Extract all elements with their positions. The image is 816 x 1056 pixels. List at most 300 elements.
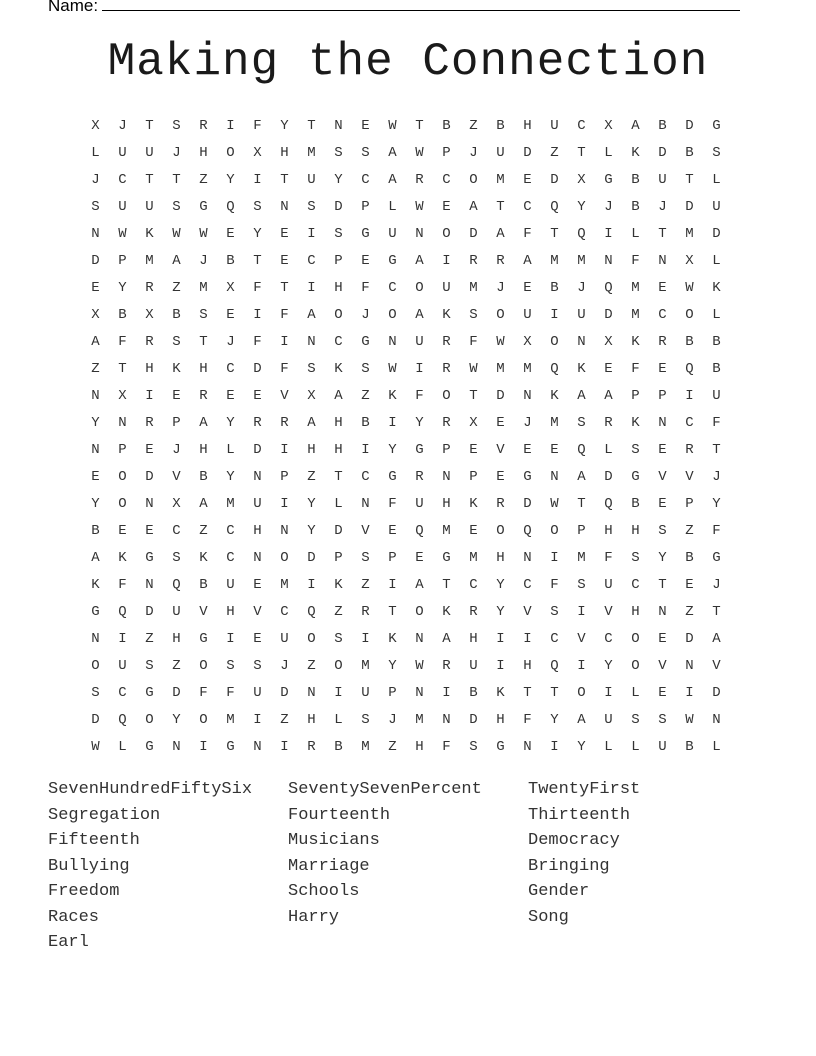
grid-letter: C xyxy=(604,631,613,647)
grid-letter: O xyxy=(496,523,505,539)
grid-letter: M xyxy=(226,496,235,512)
grid-letter: I xyxy=(253,172,262,188)
grid-letter: C xyxy=(226,523,235,539)
grid-letter: D xyxy=(604,469,613,485)
grid-letter: E xyxy=(280,253,289,269)
grid-letter: T xyxy=(199,334,208,350)
grid-letter: I xyxy=(280,739,289,755)
word-list xyxy=(48,780,768,959)
grid-letter: M xyxy=(415,712,424,728)
grid-letter: S xyxy=(253,658,262,674)
grid-letter: D xyxy=(685,199,694,215)
grid-letter: I xyxy=(334,685,343,701)
grid-letter: K xyxy=(145,226,154,242)
grid-letter: K xyxy=(577,361,586,377)
grid-letter: X xyxy=(523,334,532,350)
grid-letter: R xyxy=(496,496,505,512)
grid-letter: M xyxy=(496,361,505,377)
grid-letter: N xyxy=(307,334,316,350)
grid-letter: N xyxy=(658,604,667,620)
grid-letter: S xyxy=(658,523,667,539)
grid-letter: I xyxy=(496,658,505,674)
grid-letter: Y xyxy=(91,496,100,512)
grid-letter: E xyxy=(226,307,235,323)
grid-letter: S xyxy=(145,658,154,674)
grid-letter: A xyxy=(496,226,505,242)
grid-letter: E xyxy=(496,415,505,431)
grid-letter: Z xyxy=(199,523,208,539)
grid-letter: R xyxy=(199,118,208,134)
grid-letter: H xyxy=(199,145,208,161)
grid-letter: P xyxy=(118,442,127,458)
grid-letter: J xyxy=(496,280,505,296)
grid-letter: H xyxy=(199,442,208,458)
grid-letter: N xyxy=(253,550,262,566)
grid-letter: I xyxy=(496,631,505,647)
grid-letter: N xyxy=(523,550,532,566)
grid-letter: I xyxy=(280,334,289,350)
grid-letter: O xyxy=(550,334,559,350)
grid-letter: T xyxy=(307,118,316,134)
grid-letter: J xyxy=(172,145,181,161)
grid-letter: S xyxy=(334,226,343,242)
word-list-item: Bullying xyxy=(48,856,130,876)
grid-letter: A xyxy=(91,550,100,566)
grid-letter: I xyxy=(253,712,262,728)
grid-letter: T xyxy=(334,469,343,485)
grid-letter: Q xyxy=(118,712,127,728)
grid-letter: W xyxy=(388,361,397,377)
grid-letter: Z xyxy=(280,712,289,728)
grid-letter: S xyxy=(712,145,721,161)
grid-letter: N xyxy=(91,442,100,458)
grid-letter: E xyxy=(442,199,451,215)
grid-letter: U xyxy=(712,199,721,215)
grid-letter: D xyxy=(712,685,721,701)
grid-letter: A xyxy=(523,253,532,269)
grid-letter: M xyxy=(550,415,559,431)
grid-letter: E xyxy=(658,361,667,377)
grid-letter: O xyxy=(415,604,424,620)
grid-letter: I xyxy=(253,307,262,323)
grid-letter: N xyxy=(415,685,424,701)
grid-letter: H xyxy=(334,280,343,296)
grid-letter: L xyxy=(604,739,613,755)
grid-letter: F xyxy=(631,361,640,377)
grid-letter: Y xyxy=(334,172,343,188)
grid-letter: L xyxy=(604,145,613,161)
grid-letter: I xyxy=(226,631,235,647)
grid-letter: J xyxy=(469,145,478,161)
grid-letter: G xyxy=(442,550,451,566)
grid-letter: M xyxy=(442,523,451,539)
grid-letter: D xyxy=(172,685,181,701)
grid-letter: G xyxy=(199,631,208,647)
grid-letter: N xyxy=(442,712,451,728)
grid-letter: P xyxy=(334,550,343,566)
grid-letter: Y xyxy=(388,658,397,674)
grid-letter: Y xyxy=(415,415,424,431)
grid-letter: L xyxy=(604,442,613,458)
grid-letter: Q xyxy=(523,523,532,539)
grid-letter: E xyxy=(658,442,667,458)
grid-letter: N xyxy=(91,631,100,647)
grid-letter: G xyxy=(91,604,100,620)
grid-letter: E xyxy=(469,523,478,539)
grid-letter: B xyxy=(685,739,694,755)
grid-letter: C xyxy=(226,361,235,377)
grid-letter: W xyxy=(469,361,478,377)
grid-letter: X xyxy=(604,334,613,350)
grid-letter: E xyxy=(361,118,370,134)
grid-letter: C xyxy=(172,523,181,539)
grid-letter: F xyxy=(361,280,370,296)
grid-letter: Y xyxy=(226,172,235,188)
grid-letter: X xyxy=(91,118,100,134)
grid-letter: D xyxy=(523,496,532,512)
grid-letter: U xyxy=(118,145,127,161)
grid-letter: N xyxy=(577,334,586,350)
grid-letter: U xyxy=(550,118,559,134)
grid-letter: P xyxy=(442,145,451,161)
grid-letter: E xyxy=(226,226,235,242)
grid-letter: K xyxy=(388,631,397,647)
grid-letter: D xyxy=(550,172,559,188)
grid-letter: M xyxy=(280,577,289,593)
word-list-item: Democracy xyxy=(528,831,620,850)
grid-letter: M xyxy=(523,361,532,377)
grid-letter: C xyxy=(577,118,586,134)
grid-letter: U xyxy=(307,172,316,188)
grid-letter: N xyxy=(91,388,100,404)
grid-letter: Z xyxy=(172,658,181,674)
grid-letter: T xyxy=(577,496,586,512)
grid-letter: T xyxy=(253,253,262,269)
grid-letter: S xyxy=(334,631,343,647)
grid-letter: W xyxy=(415,145,424,161)
grid-letter: C xyxy=(307,253,316,269)
grid-letter: X xyxy=(469,415,478,431)
grid-letter: I xyxy=(685,685,694,701)
grid-letter: X xyxy=(145,307,154,323)
grid-letter: B xyxy=(631,199,640,215)
page-title: Making the Connection xyxy=(107,36,709,88)
grid-letter: S xyxy=(361,145,370,161)
grid-letter: P xyxy=(577,523,586,539)
grid-letter: I xyxy=(577,658,586,674)
grid-letter: M xyxy=(199,280,208,296)
grid-letter: S xyxy=(550,604,559,620)
grid-letter: Z xyxy=(550,145,559,161)
grid-letter: P xyxy=(172,415,181,431)
grid-letter: H xyxy=(631,604,640,620)
grid-letter: R xyxy=(199,388,208,404)
grid-letter: N xyxy=(415,631,424,647)
grid-letter: L xyxy=(334,712,343,728)
grid-letter: Y xyxy=(550,712,559,728)
grid-letter: A xyxy=(172,253,181,269)
word-list-item: Harry xyxy=(288,907,340,927)
grid-letter: J xyxy=(577,280,586,296)
word-list-item: Segregation xyxy=(48,805,161,825)
grid-letter: H xyxy=(307,442,316,458)
grid-letter: X xyxy=(253,145,262,161)
grid-letter: S xyxy=(172,118,181,134)
grid-letter: R xyxy=(415,469,424,485)
grid-letter: V xyxy=(496,442,505,458)
grid-letter: D xyxy=(253,361,262,377)
grid-letter: O xyxy=(415,280,424,296)
word-list-item: Fifteenth xyxy=(48,831,140,850)
grid-letter: E xyxy=(658,685,667,701)
grid-letter: C xyxy=(523,199,532,215)
grid-letter: P xyxy=(388,685,397,701)
word-list-item: Freedom xyxy=(48,882,120,901)
grid-letter: C xyxy=(442,172,451,188)
grid-letter: H xyxy=(496,550,505,566)
grid-letter: V xyxy=(523,604,532,620)
grid-letter: U xyxy=(442,280,451,296)
grid-letter: N xyxy=(145,496,154,512)
grid-letter: O xyxy=(199,712,208,728)
grid-letter: C xyxy=(658,307,667,323)
grid-letter: Z xyxy=(685,604,694,620)
grid-letter: L xyxy=(712,739,721,755)
grid-letter: S xyxy=(334,145,343,161)
grid-letter: H xyxy=(469,631,478,647)
grid-letter: N xyxy=(658,253,667,269)
grid-letter: I xyxy=(361,631,370,647)
grid-letter: I xyxy=(577,604,586,620)
grid-letter: F xyxy=(280,307,289,323)
grid-letter: F xyxy=(631,253,640,269)
grid-letter: O xyxy=(199,658,208,674)
grid-letter: V xyxy=(280,388,289,404)
grid-letter: B xyxy=(442,118,451,134)
grid-letter: R xyxy=(145,334,154,350)
grid-letter: N xyxy=(253,469,262,485)
grid-letter: J xyxy=(658,199,667,215)
grid-letter: U xyxy=(388,226,397,242)
grid-letter: K xyxy=(712,280,721,296)
grid-letter: A xyxy=(415,577,424,593)
grid-letter: O xyxy=(550,523,559,539)
grid-letter: S xyxy=(199,307,208,323)
grid-letter: U xyxy=(253,496,262,512)
grid-letter: E xyxy=(469,442,478,458)
grid-letter: I xyxy=(307,226,316,242)
grid-letter: X xyxy=(685,253,694,269)
grid-letter: I xyxy=(361,442,370,458)
grid-letter: N xyxy=(361,496,370,512)
grid-letter: S xyxy=(577,577,586,593)
grid-letter: E xyxy=(145,442,154,458)
grid-letter: Y xyxy=(712,496,721,512)
grid-letter: O xyxy=(118,469,127,485)
grid-letter: Y xyxy=(226,415,235,431)
grid-letter: H xyxy=(253,523,262,539)
grid-letter: D xyxy=(145,604,154,620)
word-list-item: Races xyxy=(48,907,100,927)
grid-letter: O xyxy=(226,145,235,161)
grid-letter: S xyxy=(172,334,181,350)
grid-letter: K xyxy=(172,361,181,377)
grid-letter: F xyxy=(280,361,289,377)
grid-letter: G xyxy=(496,739,505,755)
grid-letter: B xyxy=(712,334,721,350)
grid-letter: I xyxy=(388,415,397,431)
grid-letter: N xyxy=(550,469,559,485)
grid-letter: D xyxy=(253,442,262,458)
grid-letter: E xyxy=(523,442,532,458)
grid-letter: X xyxy=(226,280,235,296)
grid-letter: Y xyxy=(118,280,127,296)
grid-letter: F xyxy=(226,685,235,701)
grid-letter: S xyxy=(172,550,181,566)
grid-letter: G xyxy=(604,172,613,188)
grid-letter: D xyxy=(334,523,343,539)
grid-letter: Z xyxy=(469,118,478,134)
grid-letter: P xyxy=(685,496,694,512)
grid-letter: Y xyxy=(496,577,505,593)
grid-letter: U xyxy=(145,145,154,161)
grid-letter: O xyxy=(469,172,478,188)
grid-letter: Q xyxy=(226,199,235,215)
grid-letter: J xyxy=(712,577,721,593)
grid-letter: U xyxy=(523,307,532,323)
grid-letter: J xyxy=(199,253,208,269)
grid-letter: F xyxy=(415,388,424,404)
grid-letter: S xyxy=(307,199,316,215)
grid-letter: Z xyxy=(145,631,154,647)
grid-letter: G xyxy=(145,685,154,701)
grid-letter: E xyxy=(118,523,127,539)
word-list-item: TwentyFirst xyxy=(528,780,641,799)
grid-letter: W xyxy=(415,658,424,674)
grid-letter: K xyxy=(631,415,640,431)
grid-letter: A xyxy=(577,388,586,404)
grid-letter: T xyxy=(550,685,559,701)
grid-letter: N xyxy=(91,226,100,242)
grid-letter: S xyxy=(469,739,478,755)
grid-letter: U xyxy=(658,739,667,755)
grid-letter: I xyxy=(550,739,559,755)
grid-letter: I xyxy=(280,442,289,458)
grid-letter: C xyxy=(118,685,127,701)
grid-letter: A xyxy=(388,172,397,188)
grid-letter: E xyxy=(253,577,262,593)
grid-letter: R xyxy=(442,334,451,350)
grid-letter: Q xyxy=(307,604,316,620)
grid-letter: C xyxy=(685,415,694,431)
grid-letter: R xyxy=(280,415,289,431)
grid-letter: N xyxy=(604,253,613,269)
grid-letter: B xyxy=(172,307,181,323)
grid-letter: H xyxy=(604,523,613,539)
grid-letter: D xyxy=(91,253,100,269)
grid-letter: S xyxy=(226,658,235,674)
grid-letter: V xyxy=(361,523,370,539)
grid-letter: A xyxy=(604,388,613,404)
grid-letter: J xyxy=(118,118,127,134)
grid-letter: U xyxy=(172,604,181,620)
grid-letter: V xyxy=(685,469,694,485)
grid-letter: Y xyxy=(388,442,397,458)
grid-letter: I xyxy=(604,685,613,701)
grid-letter: A xyxy=(388,145,397,161)
grid-letter: L xyxy=(334,496,343,512)
grid-letter: L xyxy=(631,226,640,242)
grid-letter: T xyxy=(172,172,181,188)
grid-letter: W xyxy=(172,226,181,242)
grid-letter: Y xyxy=(91,415,100,431)
grid-letter: U xyxy=(145,199,154,215)
grid-letter: O xyxy=(334,307,343,323)
grid-letter: U xyxy=(604,712,613,728)
grid-letter: U xyxy=(658,172,667,188)
grid-letter: D xyxy=(658,145,667,161)
grid-letter: N xyxy=(658,415,667,431)
grid-letter: H xyxy=(334,415,343,431)
grid-letter: E xyxy=(91,469,100,485)
grid-letter: O xyxy=(685,307,694,323)
grid-letter: M xyxy=(577,550,586,566)
grid-letter: B xyxy=(685,334,694,350)
grid-letter: R xyxy=(307,739,316,755)
grid-letter: B xyxy=(469,685,478,701)
grid-letter: U xyxy=(577,307,586,323)
grid-letter: W xyxy=(118,226,127,242)
grid-letter: R xyxy=(604,415,613,431)
grid-letter: A xyxy=(415,253,424,269)
grid-letter: C xyxy=(523,577,532,593)
grid-letter: T xyxy=(415,118,424,134)
grid-letter: E xyxy=(388,523,397,539)
grid-letter: W xyxy=(388,118,397,134)
grid-letter: Y xyxy=(307,523,316,539)
grid-letter: H xyxy=(280,145,289,161)
grid-letter: E xyxy=(145,523,154,539)
grid-letter: L xyxy=(712,253,721,269)
grid-letter: T xyxy=(118,361,127,377)
grid-letter: N xyxy=(280,199,289,215)
name-field[interactable] xyxy=(48,0,740,16)
grid-letter: Y xyxy=(604,658,613,674)
grid-letter: I xyxy=(685,388,694,404)
grid-letter: K xyxy=(442,307,451,323)
grid-letter: C xyxy=(361,172,370,188)
grid-letter: Q xyxy=(172,577,181,593)
grid-letter: K xyxy=(118,550,127,566)
grid-letter: B xyxy=(226,253,235,269)
grid-letter: B xyxy=(496,118,505,134)
word-list-item: Song xyxy=(528,907,569,927)
grid-letter: G xyxy=(145,550,154,566)
grid-letter: G xyxy=(415,442,424,458)
grid-letter: P xyxy=(631,388,640,404)
grid-letter: G xyxy=(199,199,208,215)
grid-letter: J xyxy=(604,199,613,215)
grid-letter: D xyxy=(685,631,694,647)
grid-letter: H xyxy=(523,658,532,674)
grid-letter: Y xyxy=(172,712,181,728)
grid-letter: N xyxy=(442,469,451,485)
grid-letter: Z xyxy=(361,577,370,593)
grid-letter: P xyxy=(118,253,127,269)
grid-letter: C xyxy=(334,334,343,350)
grid-letter: Q xyxy=(685,361,694,377)
grid-letter: U xyxy=(712,388,721,404)
